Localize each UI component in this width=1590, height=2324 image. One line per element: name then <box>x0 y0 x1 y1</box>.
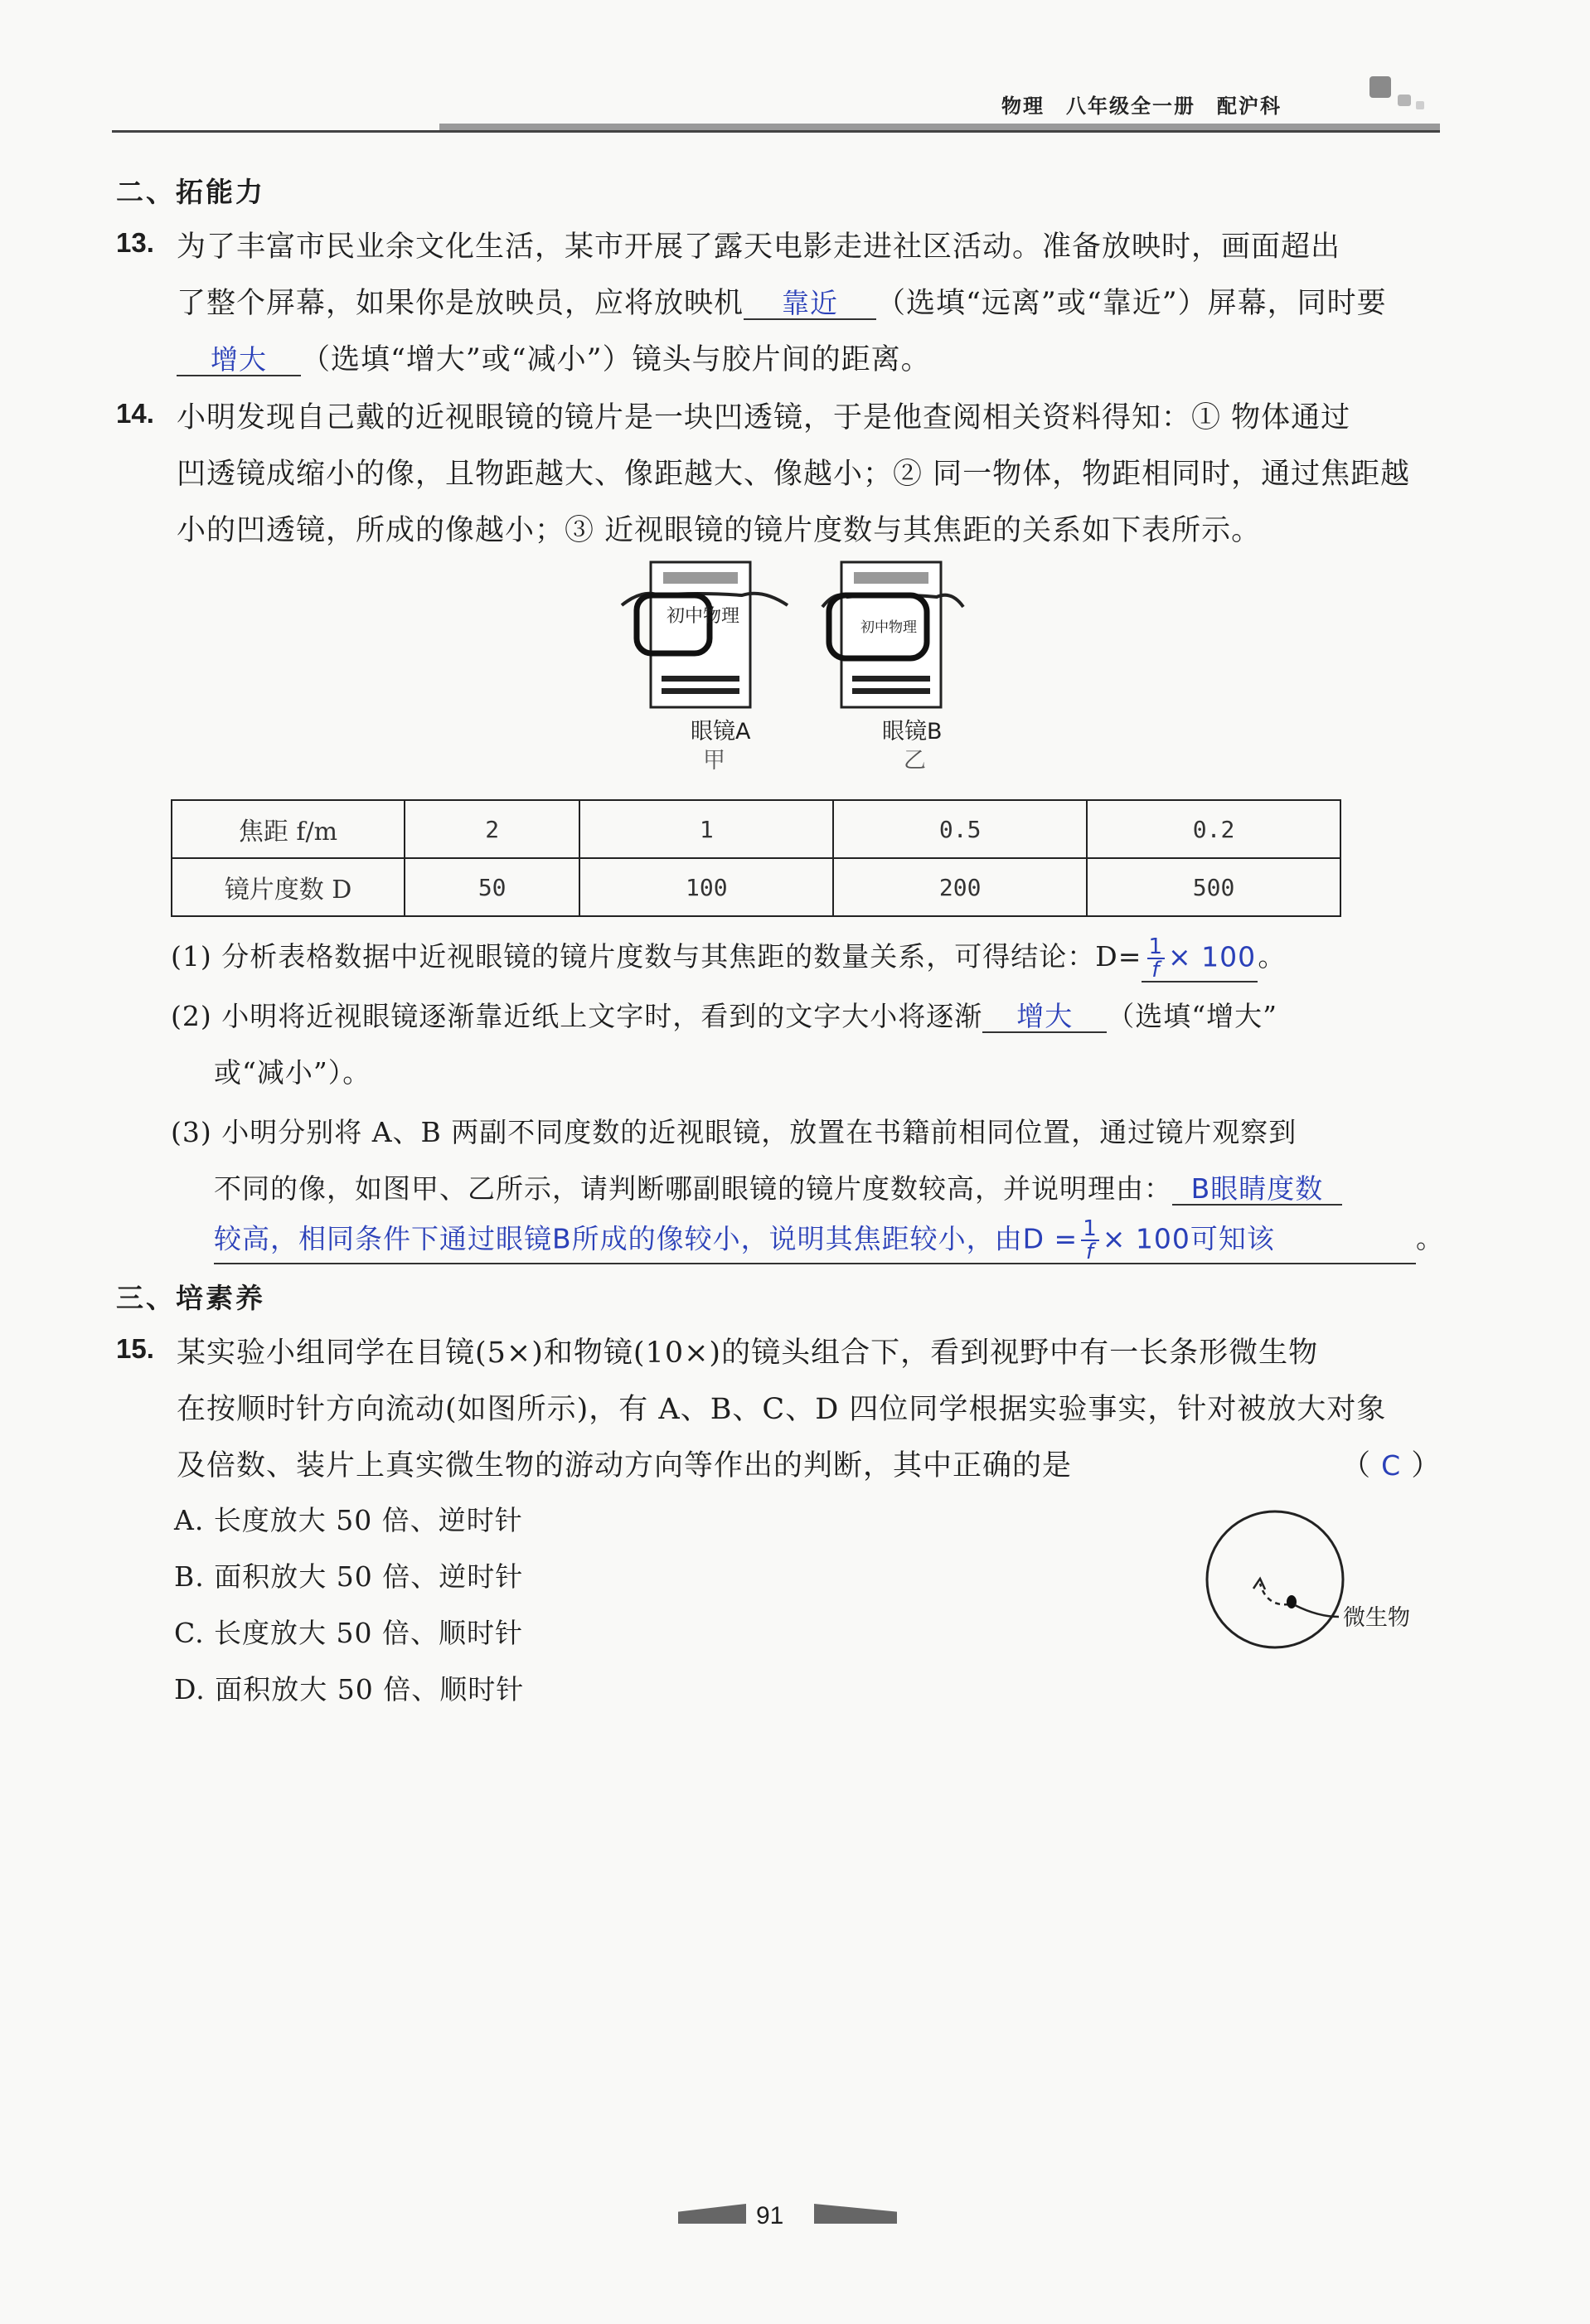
q13-line1: 为了丰富市民业余文化生活，某市开展了露天电影走进社区活动。准备放映时，画面超出 <box>177 230 1341 264</box>
microscope-field-figure <box>1202 1509 1451 1650</box>
microorganism <box>1287 1595 1297 1608</box>
q14-text: (2) 小明将近视眼镜逐渐靠近纸上文字时，看到的文字大小将逐渐 <box>171 1000 983 1032</box>
page-number-decor <box>678 2204 746 2224</box>
q14-part3: (3) 小明分别将 A、B 两副不同度数的近视眼镜，放置在书籍前相同位置，通过镜片观察到 <box>171 1116 1297 1148</box>
question-number: 15. <box>116 1333 154 1364</box>
header-subject: 物理 <box>1001 95 1045 118</box>
table-row <box>172 858 1340 916</box>
q14-part2 <box>171 995 1277 1034</box>
table-cell: 1 <box>579 800 833 858</box>
answer-blank: 靠近 <box>744 289 876 320</box>
figure-sub-a: 甲 <box>703 748 725 774</box>
q14-part3-cont <box>214 1167 1342 1206</box>
answer-blank <box>214 1215 1416 1264</box>
page-number-decor <box>814 2204 897 2224</box>
fraction-den: f <box>1085 1239 1095 1264</box>
header-bar <box>439 124 1440 130</box>
q14-part3-answer <box>214 1217 1444 1264</box>
figure-sub-b: 乙 <box>904 748 926 774</box>
q15-line3: 及倍数、装片上真实微生物的游动方向等作出的判断，其中正确的是 <box>177 1449 1073 1482</box>
answer-text: 较高，相同条件下通过眼镜B所成的像较小，说明其焦距较小，由D = <box>214 1222 1079 1254</box>
answer-blank <box>1142 936 1258 982</box>
q13-text: （选填“远离”或“靠近”）屏幕，同时要 <box>876 287 1387 320</box>
header-grade: 八年级全一册 <box>1066 95 1195 118</box>
q15-line1: 某实验小组同学在目镜(5×)和物镜(10×)的镜头组合下，看到视野中有一长条形微生物 <box>177 1337 1319 1370</box>
header-edition: 配沪科 <box>1217 95 1282 118</box>
option-d: D. 面积放大 50 倍、顺时针 <box>174 1673 525 1705</box>
table-cell: 50 <box>405 858 579 916</box>
fraction-num: 1 <box>1083 1215 1098 1241</box>
book-b-text: 初中物理 <box>860 619 917 636</box>
option-c: C. 长度放大 50 倍、顺时针 <box>174 1617 524 1649</box>
question-number: 14. <box>116 398 154 429</box>
answer-text: × 100可知该 <box>1102 1222 1275 1254</box>
fraction <box>1147 936 1166 981</box>
option-a: A. 长度放大 50 倍、逆时针 <box>174 1504 523 1536</box>
book-a-label <box>663 572 738 584</box>
punct: 。 <box>1258 940 1287 973</box>
q14-part2-cont: 或“减小”）。 <box>214 1056 371 1089</box>
q13-line3 <box>177 337 931 378</box>
running-header <box>1001 90 1303 119</box>
header-decor <box>1369 76 1391 98</box>
q14-part1 <box>171 935 1286 982</box>
section-title: 二、拓能力 <box>116 176 265 208</box>
header-decor <box>1398 95 1411 106</box>
figure-label-a: 眼镜A <box>691 719 751 745</box>
q14-text: (1) 分析表格数据中近视眼镜的镜片度数与其焦距的数量关系，可得结论：D= <box>171 940 1142 973</box>
q13-text: （选填“增大”或“减小”）镜头与胶片间的距离。 <box>301 343 931 376</box>
page-number: 91 <box>756 2202 784 2229</box>
q14-line2: 凹透镜成缩小的像，且物距越大、像距越大、像越小；② 同一物体，物距相同时，通过焦距越 <box>177 458 1411 491</box>
book-b-label <box>854 572 928 584</box>
q14-line1: 小明发现自己戴的近视眼镜的镜片是一块凹透镜，于是他查阅相关资料得知：① 物体通过 <box>177 401 1351 434</box>
table-cell: 0.2 <box>1087 800 1340 858</box>
answer-bracket: （ C ） <box>1341 1449 1442 1482</box>
table-header-cell: 焦距 f/m <box>172 800 405 858</box>
punct: 。 <box>1416 1222 1444 1254</box>
field-of-view-circle <box>1207 1511 1343 1647</box>
q14-text: （选填“增大” <box>1107 1000 1277 1032</box>
q13-text: 了整个屏幕，如果你是放映员，应将放映机 <box>177 287 744 320</box>
answer-blank: 增大 <box>982 1002 1107 1033</box>
q14-text: 不同的像，如图甲、乙所示，请判断哪副眼镜的镜片度数较高，并说明理由： <box>214 1172 1172 1205</box>
answer-blank: B眼睛度数 <box>1172 1175 1342 1206</box>
header-rule <box>112 130 1440 133</box>
table-cell: 100 <box>579 858 833 916</box>
fraction-den: f <box>1151 957 1161 982</box>
header-decor <box>1416 101 1424 109</box>
table-row <box>172 800 1340 858</box>
book-a <box>651 562 750 707</box>
q13-line2 <box>177 280 1387 322</box>
q15-line2: 在按顺时针方向流动(如图所示)，有 A、B、C、D 四位同学根据实验事实，针对被放大对象 <box>177 1393 1387 1426</box>
table-cell: 200 <box>833 858 1087 916</box>
book-a-text: 初中物理 <box>667 606 740 627</box>
microorganism-label: 微生物 <box>1343 1605 1410 1631</box>
table-cell: 500 <box>1087 858 1340 916</box>
fraction-num: 1 <box>1148 934 1164 959</box>
section-title: 三、培素养 <box>116 1282 265 1314</box>
answer-choice: C <box>1381 1449 1402 1482</box>
table-cell: 2 <box>405 800 579 858</box>
option-b: B. 面积放大 50 倍、逆时针 <box>174 1560 524 1593</box>
fraction <box>1081 1215 1099 1264</box>
lens-table <box>171 799 1341 917</box>
figure-label-b: 眼镜B <box>882 719 943 745</box>
table-header-cell: 镜片度数 D <box>172 858 405 916</box>
answer-tail: × 100 <box>1168 940 1257 973</box>
answer-blank: 增大 <box>177 346 301 376</box>
q14-line3: 小的凹透镜，所成的像越小；③ 近视眼镜的镜片度数与其焦距的关系如下表所示。 <box>177 514 1262 547</box>
question-number: 13. <box>116 227 154 258</box>
table-cell: 0.5 <box>833 800 1087 858</box>
